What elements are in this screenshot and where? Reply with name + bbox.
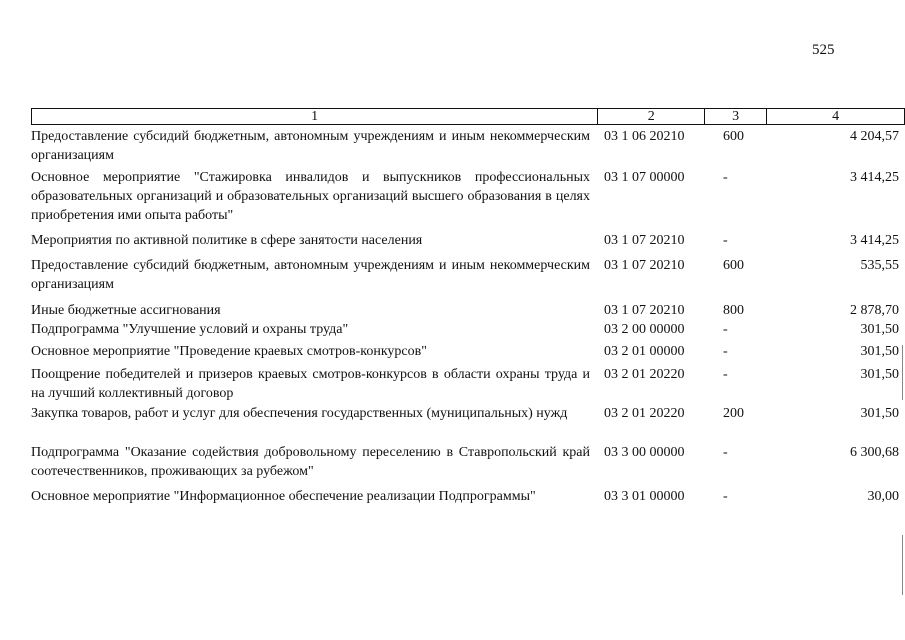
row-expense-type: -	[723, 344, 728, 359]
row-expense-type: -	[723, 170, 728, 185]
row-amount: 3 414,25	[850, 233, 899, 248]
row-code: 03 1 06 20210	[604, 129, 685, 144]
row-amount: 3 414,25	[850, 170, 899, 185]
row-name: Подпрограмма "Оказание содействия добровольному переселению в Ставропольский край соотечественников, проживающих за рубежом"	[31, 445, 590, 479]
header-col-1: 1	[32, 109, 598, 125]
row-name: Предоставление субсидий бюджетным, автономным учреждениям и иным некоммерческим организациям	[31, 258, 590, 292]
row-expense-type: -	[723, 367, 728, 382]
row-expense-type: 600	[723, 258, 744, 273]
table-row	[31, 168, 905, 231]
scan-edge-mark	[902, 535, 903, 595]
row-code: 03 3 00 00000	[604, 445, 685, 460]
row-code: 03 2 01 20220	[604, 367, 685, 382]
row-amount: 4 204,57	[850, 129, 899, 144]
table-row	[31, 342, 905, 365]
budget-table	[31, 127, 905, 507]
row-name: Иные бюджетные ассигнования	[31, 303, 221, 318]
row-amount: 301,50	[860, 367, 899, 382]
row-name: Основное мероприятие "Стажировка инвалидов и выпускников профессиональных образовательных организаций и образовательных организаций высшего образования в целях приобретения ими опыта работы"	[31, 170, 590, 223]
row-amount: 2 878,70	[850, 303, 899, 318]
row-code: 03 1 07 20210	[604, 233, 685, 248]
row-expense-type: -	[723, 445, 728, 460]
row-code: 03 2 01 20220	[604, 406, 685, 421]
row-code: 03 2 01 00000	[604, 344, 685, 359]
row-name: Закупка товаров, работ и услуг для обеспечения государственных (муниципальных) нужд	[31, 406, 568, 421]
table-row	[31, 320, 905, 342]
row-name: Поощрение победителей и призеров краевых смотров-конкурсов в области охраны труда и на лучший коллективный договор	[31, 367, 590, 401]
row-name: Подпрограмма "Улучшение условий и охраны труда"	[31, 322, 349, 337]
row-expense-type: -	[723, 233, 728, 248]
row-amount: 301,50	[860, 322, 899, 337]
table-row	[31, 404, 905, 443]
header-col-4: 4	[767, 109, 905, 125]
row-name: Основное мероприятие "Информационное обеспечение реализации Подпрограммы"	[31, 489, 536, 504]
row-expense-type: 800	[723, 303, 744, 318]
row-expense-type: -	[723, 322, 728, 337]
table-row	[31, 365, 905, 404]
table-row	[31, 256, 905, 301]
row-code: 03 3 01 00000	[604, 489, 685, 504]
row-name: Основное мероприятие "Проведение краевых смотров-конкурсов"	[31, 344, 427, 359]
row-amount: 6 300,68	[850, 445, 899, 460]
header-col-3: 3	[705, 109, 767, 125]
row-amount: 301,50	[860, 344, 899, 359]
table-row	[31, 301, 905, 320]
row-amount: 30,00	[867, 489, 899, 504]
header-col-2: 2	[598, 109, 705, 125]
row-amount: 535,55	[860, 258, 899, 273]
table-row	[31, 443, 905, 487]
row-name: Мероприятия по активной политике в сфере занятости населения	[31, 233, 423, 248]
row-code: 03 1 07 20210	[604, 258, 685, 273]
row-code: 03 1 07 00000	[604, 170, 685, 185]
table-row	[31, 231, 905, 256]
row-amount: 301,50	[860, 406, 899, 421]
table-row	[31, 487, 905, 507]
scan-edge-mark	[902, 345, 903, 400]
row-expense-type: 200	[723, 406, 744, 421]
column-header-table	[31, 108, 905, 125]
row-code: 03 1 07 20210	[604, 303, 685, 318]
row-expense-type: -	[723, 489, 728, 504]
row-expense-type: 600	[723, 129, 744, 144]
row-name: Предоставление субсидий бюджетным, автономным учреждениям и иным некоммерческим организациям	[31, 129, 590, 163]
row-code: 03 2 00 00000	[604, 322, 685, 337]
header-row	[32, 109, 905, 125]
table-row	[31, 127, 905, 168]
page-number: 525	[812, 42, 835, 58]
